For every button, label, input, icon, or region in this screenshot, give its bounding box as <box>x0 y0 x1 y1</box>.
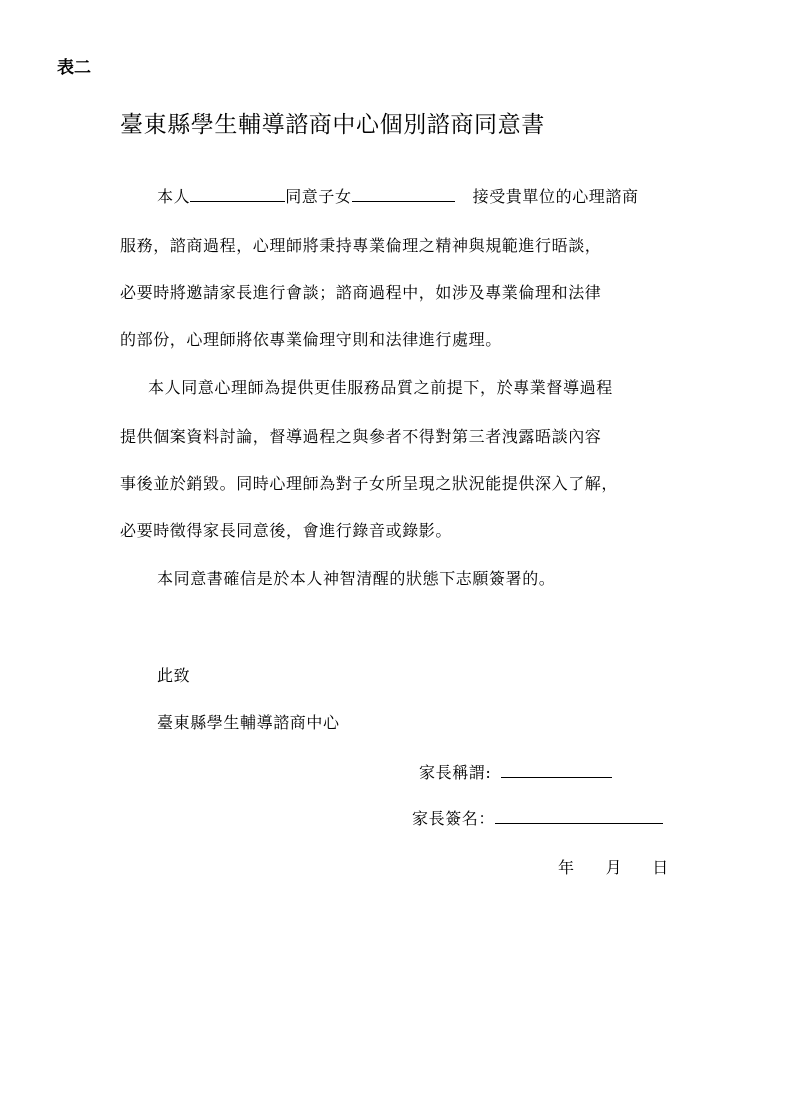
parent-signature-blank[interactable] <box>495 807 663 824</box>
parent-title-blank[interactable] <box>501 761 612 778</box>
paragraph-1-line-3: 必要時將邀請家長進行會談；諮商過程中，如涉及專業倫理和法律 <box>120 283 602 302</box>
paragraph-2-line-2: 提供個案資料討論，督導過程之與參者不得對第三者洩露晤談內容 <box>120 427 602 446</box>
paragraph-1-line-1 <box>157 184 639 207</box>
child-label: 同意子女 <box>285 187 352 206</box>
parent-signature-row <box>412 806 663 829</box>
date-month: 月 <box>605 858 623 877</box>
child-name-blank[interactable] <box>352 185 455 202</box>
paragraph-2-line-4: 必要時徵得家長同意後，會進行錄音或錄影。 <box>120 521 453 540</box>
paragraph-1-line-2: 服務，諮商過程，心理師將秉持專業倫理之精神與規範進行晤談， <box>120 236 602 255</box>
date-day: 日 <box>652 858 669 877</box>
form-label: 表二 <box>57 58 91 78</box>
closing-salutation: 此致 <box>157 666 191 685</box>
parent-title-label: 家長稱謂: <box>419 763 492 782</box>
document-title: 臺東縣學生輔導諮商中心個別諮商同意書 <box>120 112 545 138</box>
accept-service-text: 接受貴單位的心理諮商 <box>472 187 639 206</box>
paragraph-2-line-1: 本人同意心理師為提供更佳服務品質之前提下，於專業督導過程 <box>148 378 613 397</box>
parent-title-row <box>419 760 612 783</box>
recipient-name: 臺東縣學生輔導諮商中心 <box>157 713 340 732</box>
paragraph-3: 本同意書確信是於本人神智清醒的狀態下志願簽署的。 <box>157 569 556 588</box>
self-label: 本人 <box>157 187 191 206</box>
parent-name-blank[interactable] <box>190 185 285 202</box>
date-row <box>558 855 669 878</box>
paragraph-2-line-3: 事後並於銷毀。同時心理師為對子女所呈現之狀況能提供深入了解， <box>120 474 619 493</box>
parent-signature-label: 家長簽名： <box>412 809 496 828</box>
paragraph-1-line-4: 的部份，心理師將依專業倫理守則和法律進行處理。 <box>120 330 502 349</box>
date-year: 年 <box>558 858 575 877</box>
